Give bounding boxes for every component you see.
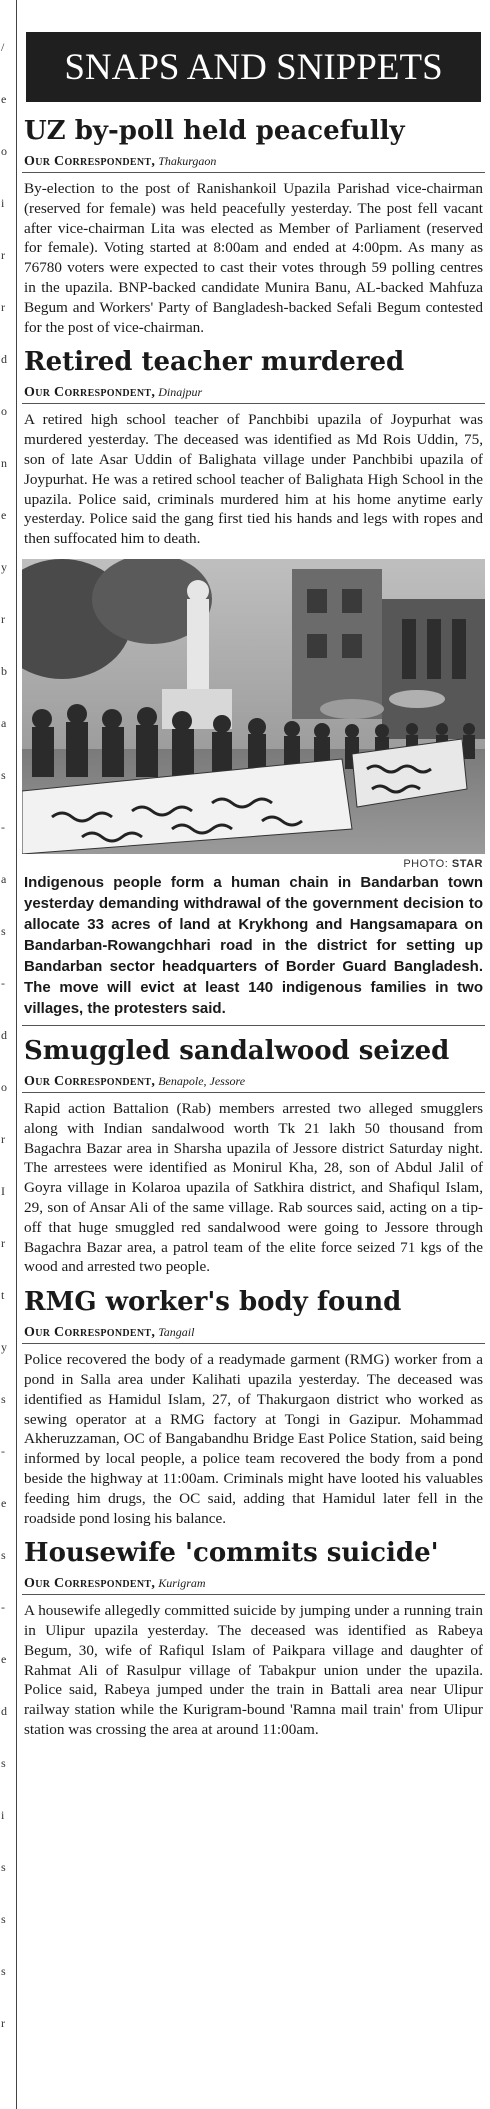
snaps-and-snippets-column <box>22 0 485 2109</box>
photo-credit-prefix: PHOTO: <box>403 857 449 870</box>
adjacent-column-char: I <box>1 1184 5 1198</box>
adjacent-column-char: i <box>1 196 5 210</box>
adjacent-column-char: - <box>1 1600 5 1614</box>
adjacent-column-char: e <box>1 1652 7 1666</box>
headline: Smuggled sandalwood seized <box>24 1035 450 1066</box>
adjacent-column-char: y <box>1 1340 7 1354</box>
column-divider <box>16 0 17 2109</box>
news-photo-block <box>22 559 485 1026</box>
adjacent-column-char: t <box>1 1288 5 1302</box>
headline: Retired teacher murdered <box>24 347 405 378</box>
byline <box>22 1572 485 1595</box>
adjacent-column-char: o <box>1 1080 7 1094</box>
adjacent-column-char: e <box>1 508 7 522</box>
photo-credit-source: STAR <box>451 857 483 870</box>
adjacent-column-char: s <box>1 1548 6 1562</box>
byline <box>22 1070 485 1093</box>
byline-place: Tangail <box>158 1325 195 1340</box>
headline: Housewife 'commits suicide' <box>24 1538 439 1569</box>
adjacent-column-char: - <box>1 976 5 990</box>
adjacent-column-char: e <box>1 1496 7 1510</box>
adjacent-column-char: r <box>1 300 5 314</box>
byline <box>22 150 485 173</box>
article-body: A housewife allegedly committed suicide by jumping under a running train in Ulipur upazila yesterday. The deceased was identified as Rabeya Begum, 30, wife of Rafiqul Islam of Paikpara village and daughter of Rahmat Ali of Rasulpur village of Tabakpur union under the upazila. Police said, Rabeya jumped under the train in Battali area near Ulipur railway station while the Kurigram-bound 'Ramna mail train' from Ulipur station was crossing the area at around 11:00am. <box>24 1602 483 1739</box>
section-title: SNAPS AND SNIPPETS <box>64 46 443 88</box>
adjacent-column-char: s <box>1 768 6 782</box>
adjacent-column-char: s <box>1 1756 6 1770</box>
adjacent-column-char: r <box>1 612 5 626</box>
adjacent-column-char: r <box>1 248 5 262</box>
adjacent-column-char: i <box>1 1808 5 1822</box>
headline: UZ by-poll held peacefully <box>24 116 405 146</box>
adjacent-column-edge <box>0 0 14 2109</box>
adjacent-column-char: s <box>1 1392 6 1406</box>
article-body: Rapid action Battalion (Rab) members arrested two alleged smugglers along with Indian sandalwood worth Tk 21 lakh 50 thousand from Bagachra Bazar area in Sharsha upazila of Jessore district Saturday night. The arrestees were identified as Monirul Kha, 28, son of Abdul Jalil of Goyra village in Kolaroa upazila of Satkhira district, and Shafiqul Islam, 29, son of Ansar Ali of the same village. Rab sources said, acting on a tip-off that huge smuggled red sandalwood were going to Jessore through Bagachra Bazar area, a patrol team of the elite force seized 71 kgs of the wood and arrested two people. <box>24 1099 483 1276</box>
adjacent-column-char: a <box>1 872 7 886</box>
byline-place: Dinajpur <box>158 385 203 400</box>
section-banner <box>26 32 481 102</box>
byline <box>22 1321 485 1344</box>
article-rmg-worker <box>22 1285 485 1528</box>
byline-author: Our Correspondent, <box>24 1325 156 1341</box>
adjacent-column-char: r <box>1 2016 5 2030</box>
byline-author: Our Correspondent, <box>24 154 156 169</box>
adjacent-column-char: o <box>1 404 7 418</box>
adjacent-column-char: - <box>1 820 5 834</box>
byline-author: Our Correspondent, <box>24 385 156 401</box>
article-body: A retired high school teacher of Panchbibi upazila of Joypurhat was murdered yesterday. The deceased was identified as Md Rois Uddin, 75, son of late Asar Uddin of Balighata village under Panchbibi upazila of Joypurhat. He was a retired school teacher of Balighata High School in the upazila. Police said, criminals murdered him at his home anytime early yesterday. Police said the gang first tied his hands and legs with ropes and then suffocated him to death. <box>24 411 483 548</box>
byline-author: Our Correspondent, <box>24 1576 156 1592</box>
photo-credit <box>22 854 485 872</box>
byline <box>22 381 485 404</box>
adjacent-column-char: n <box>1 456 7 470</box>
adjacent-column-char: - <box>1 1444 5 1458</box>
article-body: Police recovered the body of a readymade garment (RMG) worker from a pond in Salla area under Kalihati upazila yesterday. The deceased was identified as Hamidul Islam, 27, of Thakurgaon district who worked as sewing operator at a RMG factory at Tongi in Gazipur. Mohammad Akheruzzaman, OC of Bangabandhu Bridge East Police Station, said being informed by local people, a police team recovered the body from a pond beside the highway at 11:00am. Criminals might have looted his valuables feeding him drugs, the OC said, adding that Hamidul later fell in the roadside pond losing his balance. <box>24 1351 483 1527</box>
article-uz-by-poll <box>22 114 485 337</box>
adjacent-column-char: d <box>1 1028 7 1042</box>
adjacent-column-char: y <box>1 560 7 574</box>
byline-place: Benapole, Jessore <box>158 1073 246 1088</box>
adjacent-column-char: d <box>1 1704 7 1718</box>
article-housewife-suicide <box>22 1536 485 1740</box>
byline-author: Our Correspondent, <box>24 1073 156 1089</box>
article-retired-teacher <box>22 345 485 549</box>
adjacent-column-char: s <box>1 1912 6 1926</box>
article-sandalwood-seized <box>22 1034 485 1277</box>
adjacent-column-char: d <box>1 352 7 366</box>
adjacent-column-char: b <box>1 664 7 678</box>
byline-place: Thakurgaon <box>158 154 217 168</box>
adjacent-column-char: s <box>1 1964 6 1978</box>
adjacent-column-char: e <box>1 92 7 106</box>
adjacent-column-char: r <box>1 1236 5 1250</box>
adjacent-column-char: / <box>1 40 5 54</box>
adjacent-column-char: a <box>1 716 7 730</box>
adjacent-column-char: s <box>1 1860 6 1874</box>
adjacent-column-char: r <box>1 1132 5 1146</box>
article-body: By-election to the post of Ranishankoil Upazila Parishad vice-chairman (reserved for female) was held peacefully yesterday. The post fell vacant after vice-chairman Lita was elected as Member of Parliament (reserved for female). Voting started at 8:00am and ended at 4:00pm. As many as 76780 voters were expected to cast their votes through 59 polling centres in the upazila. BNP-backed candidate Munira Banu, AL-backed Mahfuza Begum and Workers' Party of Bangladesh-backed Sefali Begum contested for the post of vice-chairman. <box>24 180 483 336</box>
byline-place: Kurigram <box>158 1576 206 1591</box>
adjacent-column-char: s <box>1 924 6 938</box>
headline: RMG worker's body found <box>24 1287 402 1318</box>
adjacent-column-char: o <box>1 144 7 158</box>
human-chain-photo <box>22 559 485 854</box>
photo-caption: Indigenous people form a human chain in Bandarban town yesterday demanding withdrawal of the government decision to allocate 33 acres of land at Krykhong and Hangsamapara on Bandarban-Rowangchhari road in the district for setting up Bandarban sector headquarters of Border Guard Bangladesh. The move will evict at least 140 indigenous families in two villages, the protesters said. <box>22 872 485 1026</box>
